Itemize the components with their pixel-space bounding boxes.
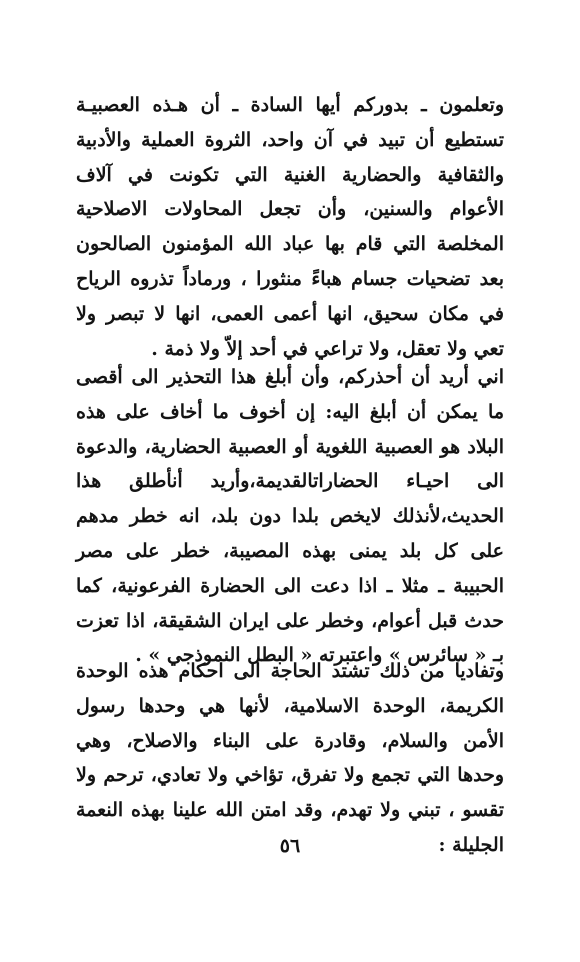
page-number: ٥٦ (279, 835, 301, 857)
paragraph-1: وتعلمون ـ بدوركم أيها السادة ـ أن هـذه العصبيـة تستطيع أن تبيد في آن واحد، الثروة العملية والأدبية والثقافية والحضارية الغنية التي تكونت في آلاف الأعوام والسنين، وأن تجعل المحاولات الاصلاحية المخلصة التي قام بها عباد الله المؤمنون الصالحون بعد تضحيات جسام هباءً منثورا ، ورماداً تذروه الرياح في مكان سحيق، انها أعمى العمى، انها لا تبصر ولا تعي ولا تعقل، ولا تراعي في أحد إلاّ ولا ذمة . (76, 94, 504, 360)
paragraph-3: وتفاديا من ذلك تشتد الحاجة الى احكام هذه الوحدة الكريمة، الوحدة الاسلامية، لأنها هي وحدها رسول الأمن والسلام، وقادرة على البناء والاصلاح، وهي وحدها التي تجمع ولا تفرق، تؤاخي ولا تعادي، ترحم ولا تقسو ، تبني ولا تهدم، وقد امتن الله علينا بهذه النعمة الجليلة : (76, 660, 504, 856)
paragraph-2: اني أريد أن أحذركم، وأن أبلغ هذا التحذير الى أقصى ما يمكن أن أبلغ اليه: إن أخوف ما أخاف على هذه البلاد هو العصبية اللغوية أو العصبية الحضارية، والدعوة الى احيـاء الحضاراتالقديمة،وأريد أنأطلق هذا الحديث،لأنذلك لايخص بلدا دون بلد، انه خطر مدهم على كل بلد يمنى بهذه المصيبة، خطر على مصر الحبيبة ـ مثلا ـ اذا دعت الى الحضارة الفرعونية، كما حدث قبل أعوام، وخطر على ايران الشقيقة، اذا تعزت بـ « سائرس » واعتبرته « البطل النموذجي » . (76, 366, 504, 667)
